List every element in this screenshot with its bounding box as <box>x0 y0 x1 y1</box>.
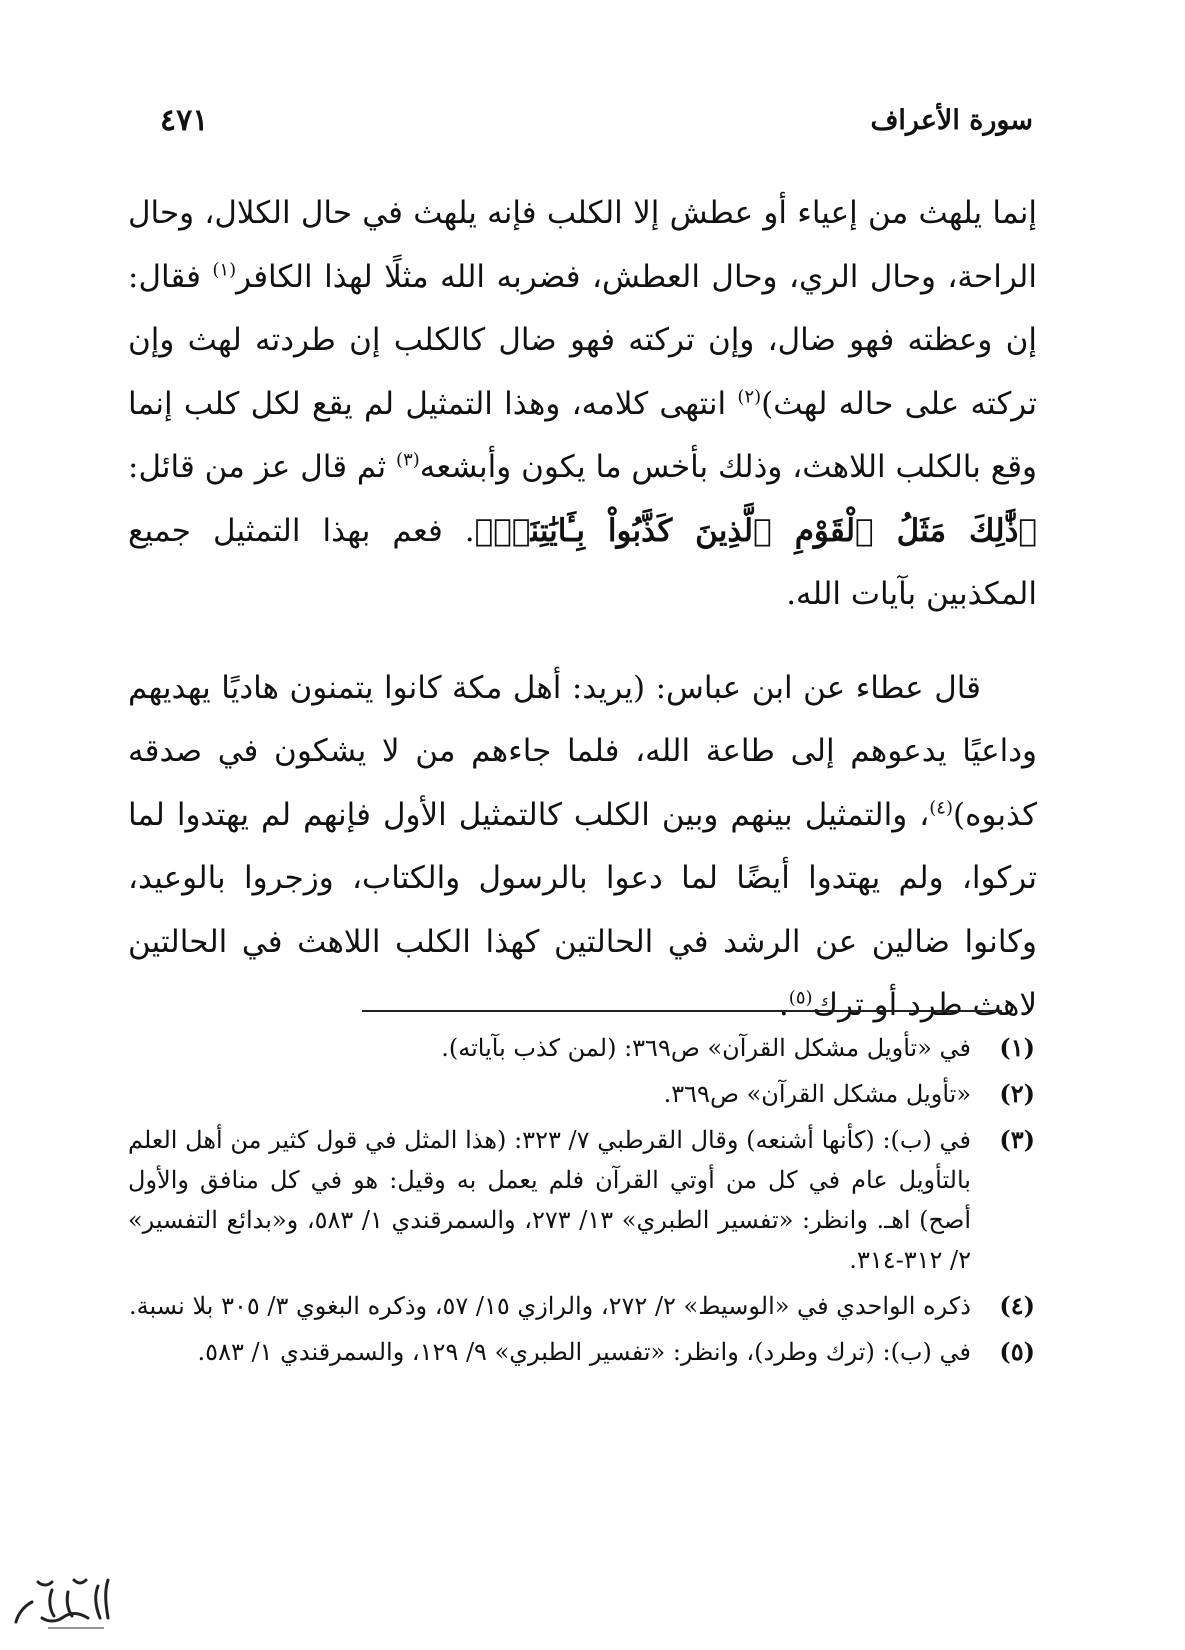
footnote-ref-4[interactable]: (٤) <box>929 797 953 819</box>
text-run: قال عطاء عن ابن عباس: (يريد: أهل مكة كانوا يتمنون هاديًا يهديهم وداعيًا يدعوهم إلى طاعة الله، فلما جاءهم من لا يشكون في صدقه كذبوه) <box>128 669 1037 833</box>
footnote-ref-3[interactable]: (٣) <box>396 449 420 471</box>
text-run: ثم قال عز من قائل: <box>128 449 397 485</box>
footnote-number: (٤) <box>999 1291 1035 1320</box>
surah-title: سورة الأعراف <box>870 104 1033 136</box>
text-run: فقال: إن وعظته فهو ضال، وإن تركته فهو ضال كالكلب إن طردته لهث وإن تركته على حاله لهث) <box>128 258 1037 422</box>
footnote-item <box>128 1074 1035 1114</box>
footnote-text: ذكره الواحدي في «الوسيط» ٢/ ٢٧٢، والرازي ١٥/ ٥٧، وذكره البغوي ٣/ ٣٠٥ بلا نسبة. <box>128 1292 971 1320</box>
footnote-item <box>128 1028 1035 1068</box>
footnote-number: (١) <box>999 1033 1035 1062</box>
text-run: ، والتمثيل بينهم وبين الكلب كالتمثيل الأول فإنهم لم يهتدوا لما تركوا، ولم يهتدوا أيضًا لما دعوا بالرسول والكتاب، وزجروا بالوعيد، وكانوا ضالين عن الرشد في الحالتين كهذا الكلب اللاهث في الحالتين لاهث طرد أو ترك <box>128 796 1037 1023</box>
page-number: ٤٧١ <box>160 102 209 138</box>
text-run: إنما يلهث من إعياء أو عطش إلا الكلب فإنه يلهث في حال الكلال، وحال الراحة، وحال الري، وحال العطش، فضربه الله مثلًا لهذا الكافر <box>128 195 1037 295</box>
footnote-text: في «تأويل مشكل القرآن» ص٣٦٩: (لمن كذب بآياته). <box>441 1034 971 1062</box>
footnote-item <box>128 1332 1035 1372</box>
footnote-ref-2[interactable]: (٢) <box>737 386 762 408</box>
text-run: انتهى كلامه، وهذا التمثيل لم يقع لكل كلب إنما وقع بالكلب اللاهث، وذلك بأخس ما يكون وأبشعه <box>128 385 1037 485</box>
text-run: . <box>778 987 789 1023</box>
footnote-divider <box>362 1010 1002 1012</box>
text-run: . فعم بهذا التمثيل جميع المكذبين بآيات الله. <box>128 512 1037 612</box>
footnote-item <box>128 1120 1035 1280</box>
footnote-number: (٥) <box>999 1337 1035 1366</box>
footnote-item <box>128 1286 1035 1326</box>
footnote-text: في (ب): (كأنها أشنعه) وقال القرطبي ٧/ ٣٢٣: (هذا المثل في قول كثير من أهل العلم بالتأويل عام في كل من أوتي القرآن فلم يعمل به وقيل: هو في كل منافق والأول أصح) اهـ. وانظر: «تفسير الطبري» ١٣/ ٢٧٣، والسمرقندي ١/ ٥٨٣، و«بدائع التفسير» ٢/ ٣١٢-٣١٤. <box>128 1126 972 1274</box>
footnote-text: في (ب): (ترك وطرد)، وانظر: «تفسير الطبري» ٩/ ١٢٩، والسمرقندي ١/ ٥٨٣. <box>197 1338 971 1366</box>
footnote-ref-5[interactable]: (٥) <box>788 987 813 1009</box>
page-header <box>160 96 1033 144</box>
almustafa-logo <box>8 1572 118 1634</box>
footnote-ref-1[interactable]: (١) <box>212 259 237 281</box>
footnote-number: (٣) <box>999 1125 1035 1154</box>
paragraph-2 <box>128 657 1037 1038</box>
footnote-number: (٢) <box>999 1079 1035 1108</box>
paragraph-1 <box>128 182 1037 627</box>
footnote-text: «تأويل مشكل القرآن» ص٣٦٩. <box>663 1080 971 1108</box>
footnotes <box>128 1028 1035 1378</box>
main-text <box>128 182 1037 1038</box>
quran-verse: ﴿ذَّٰلِكَ مَثَلُ ٱلْقَوْمِ ٱلَّذِينَ كَذَّبُواْ بِـَٔايَٰتِنَاۚ﴾ <box>474 512 1037 549</box>
